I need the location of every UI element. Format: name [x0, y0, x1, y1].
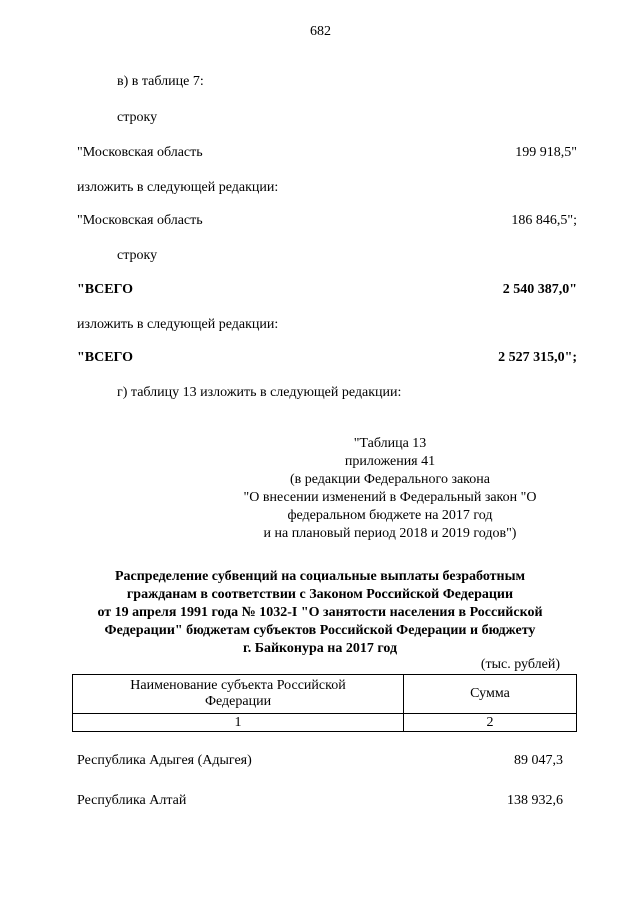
row-altai-name: Республика Алтай [77, 793, 187, 808]
old-total-value: 2 540 387,0" [502, 282, 577, 297]
old-total-name: "ВСЕГО [77, 282, 134, 297]
table-header [72, 674, 577, 732]
table-ref-line4: "О внесении изменений в Федеральный закон "О [243, 490, 537, 505]
table-title [60, 568, 580, 658]
text-izlozhit-1: изложить в следующей редакции: [77, 180, 279, 195]
title-line3: от 19 апреля 1991 года № 1032-I "О занятости населения в Российской [97, 605, 543, 620]
text-stroku-2: строку [117, 248, 158, 263]
header-col-name [73, 675, 404, 714]
header-col-name-line2: Федерации [204, 694, 272, 709]
table-reference [220, 435, 560, 543]
header-col-name-line1: Наименование субъекта Российской [130, 678, 346, 693]
header-num-2: 2 [404, 714, 577, 732]
title-line2: гражданам в соответствии с Законом Российской Федерации [126, 587, 514, 602]
new-total-name: "ВСЕГО [77, 350, 134, 365]
table-ref-line3: (в редакции Федерального закона [290, 472, 490, 487]
header-col-sum: Сумма [404, 675, 577, 714]
row-adygea-name: Республика Адыгея (Адыгея) [77, 753, 252, 768]
row-adygea-value: 89 047,3 [514, 753, 563, 768]
new-moscow-value: 186 846,5"; [511, 213, 577, 228]
row-altai-value: 138 932,6 [507, 793, 563, 808]
page-number: 682 [310, 24, 331, 39]
old-moscow-value: 199 918,5" [515, 145, 577, 160]
table-ref-line1: "Таблица 13 [353, 436, 427, 451]
title-line1: Распределение субвенций на социальные выплаты безработным [114, 569, 526, 584]
units-label: (тыс. рублей) [480, 657, 560, 672]
text-stroku-1: строку [117, 110, 158, 125]
text-izlozhit-2: изложить в следующей редакции: [77, 317, 279, 332]
new-moscow-name: "Московская область [77, 213, 203, 228]
table-ref-line6: и на плановый период 2018 и 2019 годов") [263, 526, 517, 541]
table-ref-line5: федеральном бюджете на 2017 год [287, 508, 493, 523]
title-line4: Федерации" бюджетам субъектов Российской Федерации и бюджету [104, 623, 536, 638]
item-g: г) таблицу 13 изложить в следующей редакции: [117, 385, 402, 400]
table-ref-line2: приложения 41 [344, 454, 436, 469]
title-line5: г. Байконура на 2017 год [242, 641, 398, 656]
item-v: в) в таблице 7: [117, 74, 204, 89]
header-num-1: 1 [73, 714, 404, 732]
old-moscow-name: "Московская область [77, 145, 203, 160]
new-total-value: 2 527 315,0"; [498, 350, 577, 365]
